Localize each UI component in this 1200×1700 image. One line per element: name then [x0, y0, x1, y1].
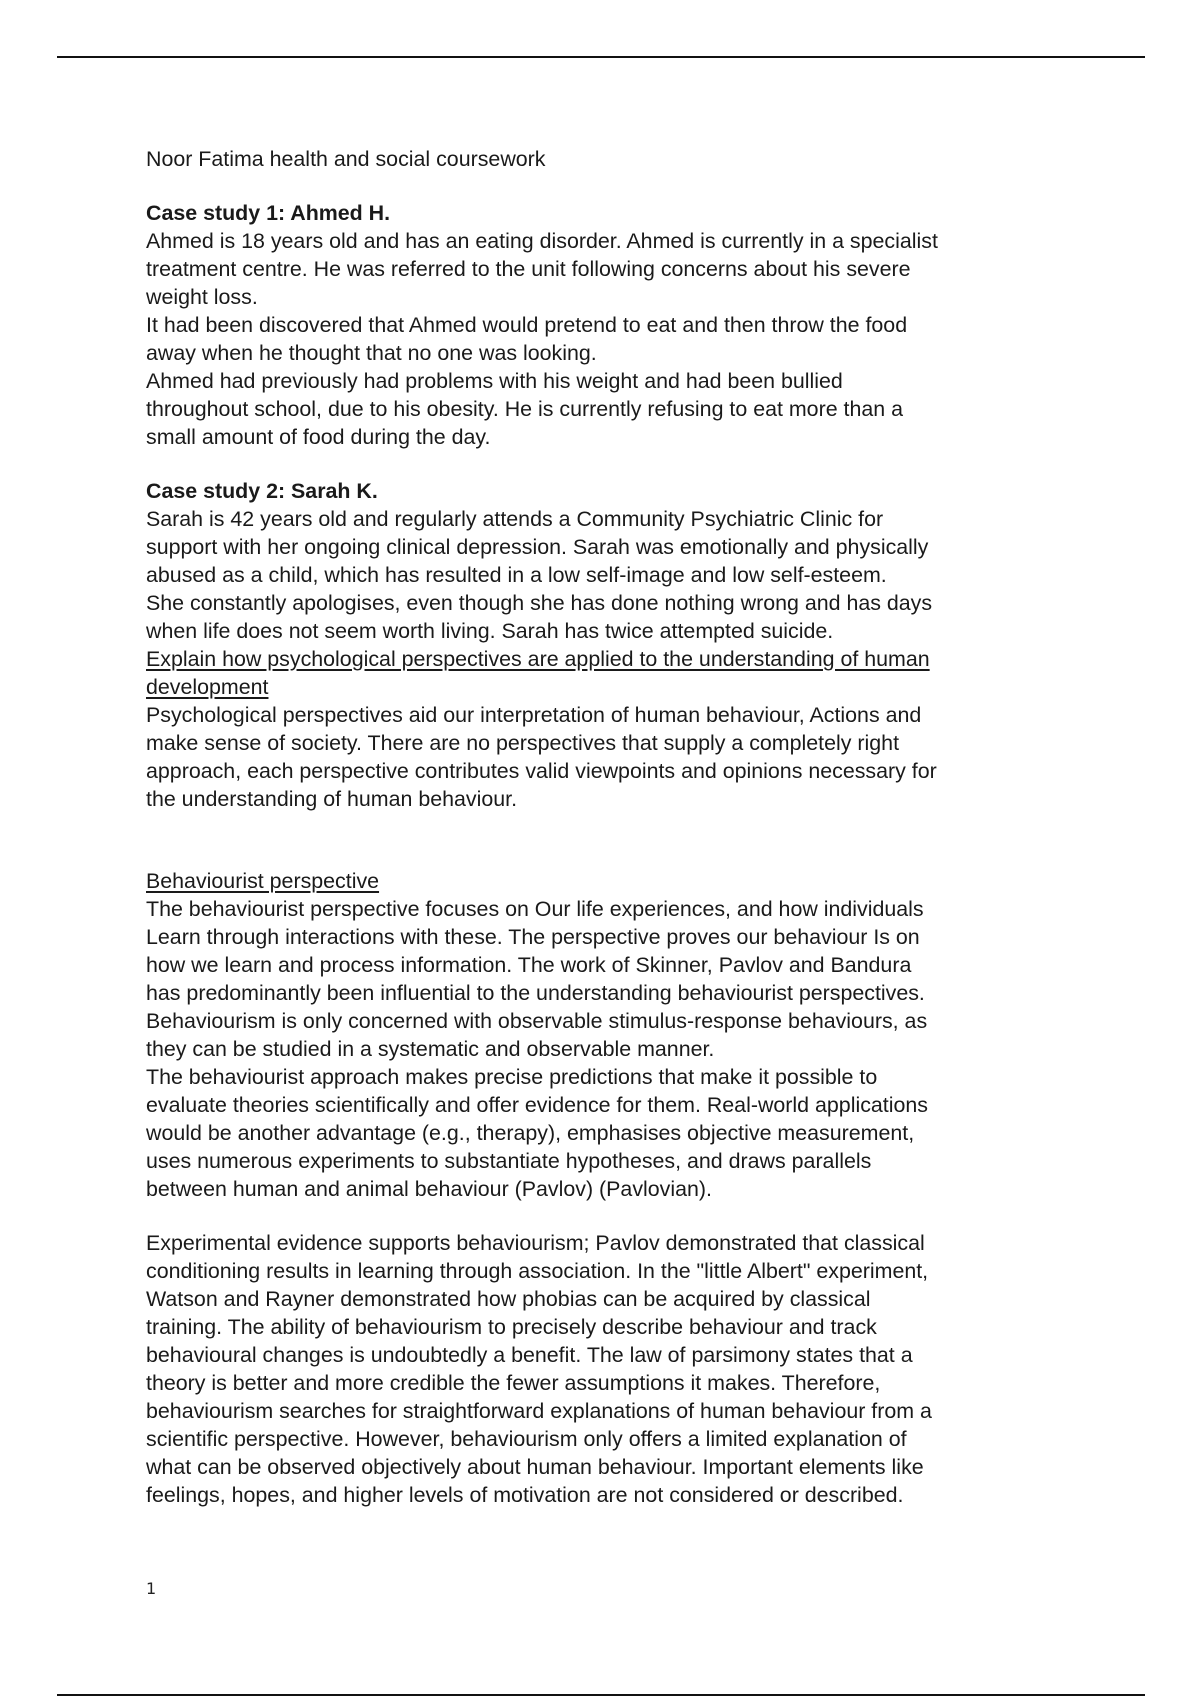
- task-heading: Explain how psychological perspectives are applied to the understanding of human development: [146, 647, 930, 699]
- spacer: [146, 1203, 1066, 1229]
- case-study-1-paragraph: It had been discovered that Ahmed would pretend to eat and then throw the food away when he thought that no one was looking.: [146, 313, 908, 365]
- spacer: [146, 451, 1066, 477]
- behaviourist-paragraph: The behaviourist perspective focuses on Our life experiences, and how individuals Learn through interactions with these. The perspective proves our behaviour Is on how we learn and process information. The work of Skinner, Pavlov and Bandura has predominantly been influential to the understanding behaviourist perspectives. Behaviourism is only concerned with observable stimulus-response behaviours, as they can be studied in a systematic and observable manner.: [146, 897, 928, 1061]
- document-body: [146, 145, 1066, 1509]
- case-study-2-paragraph: She constantly apologises, even though she has done nothing wrong and has days when life does not seem worth living. Sarah has twice attempted suicide.: [146, 591, 933, 643]
- case-study-1-heading: Case study 1: Ahmed H.: [146, 201, 391, 225]
- case-study-1-paragraph: Ahmed is 18 years old and has an eating disorder. Ahmed is currently in a specialist treatment centre. He was referred to the unit following concerns about his severe weight loss.: [146, 229, 938, 309]
- spacer: [146, 173, 1066, 199]
- header-rule: [57, 56, 1145, 58]
- behaviourist-paragraph: Experimental evidence supports behaviourism; Pavlov demonstrated that classical conditioning results in learning through association. In the "little Albert" experiment, Watson and Rayner demonstrated how phobias can be acquired by classical training. The ability of behaviourism to precisely describe behaviour and track behavioural changes is undoubtedly a benefit. The law of parsimony states that a theory is better and more credible the fewer assumptions it makes. Therefore, behaviourism searches for straightforward explanations of human behaviour from a scientific perspective. However, behaviourism only offers a limited explanation of what can be observed objectively about human behaviour. Important elements like feelings, hopes, and higher levels of motivation are not considered or described.: [146, 1231, 932, 1507]
- page-number: 1: [146, 1579, 157, 1598]
- footer-rule: [57, 1694, 1145, 1696]
- document-title: Noor Fatima health and social coursework: [146, 147, 546, 171]
- case-study-2: [146, 477, 1066, 645]
- case-study-2-heading: Case study 2: Sarah K.: [146, 479, 378, 503]
- case-study-2-paragraph: Sarah is 42 years old and regularly attends a Community Psychiatric Clinic for support with her ongoing clinical depression. Sarah was emotionally and physically abused as a child, which has resulted in a low self-image and low self-esteem.: [146, 507, 929, 587]
- behaviourist-section: [146, 867, 1066, 1509]
- behaviourist-heading: Behaviourist perspective: [146, 869, 380, 893]
- case-study-1: [146, 199, 1066, 451]
- task-section: [146, 645, 1066, 813]
- case-study-1-paragraph: Ahmed had previously had problems with his weight and had been bullied throughout school, due to his obesity. He is currently refusing to eat more than a small amount of food during the day.: [146, 369, 904, 449]
- task-paragraph: Psychological perspectives aid our interpretation of human behaviour, Actions and make sense of society. There are no perspectives that supply a completely right approach, each perspective contributes valid viewpoints and opinions necessary for the understanding of human behaviour.: [146, 703, 937, 811]
- spacer: [146, 813, 1066, 867]
- behaviourist-paragraph: The behaviourist approach makes precise predictions that make it possible to evaluate theories scientifically and offer evidence for them. Real-world applications would be another advantage (e.g., therapy), emphasises objective measurement, uses numerous experiments to substantiate hypotheses, and draws parallels between human and animal behaviour (Pavlov) (Pavlovian).: [146, 1065, 928, 1201]
